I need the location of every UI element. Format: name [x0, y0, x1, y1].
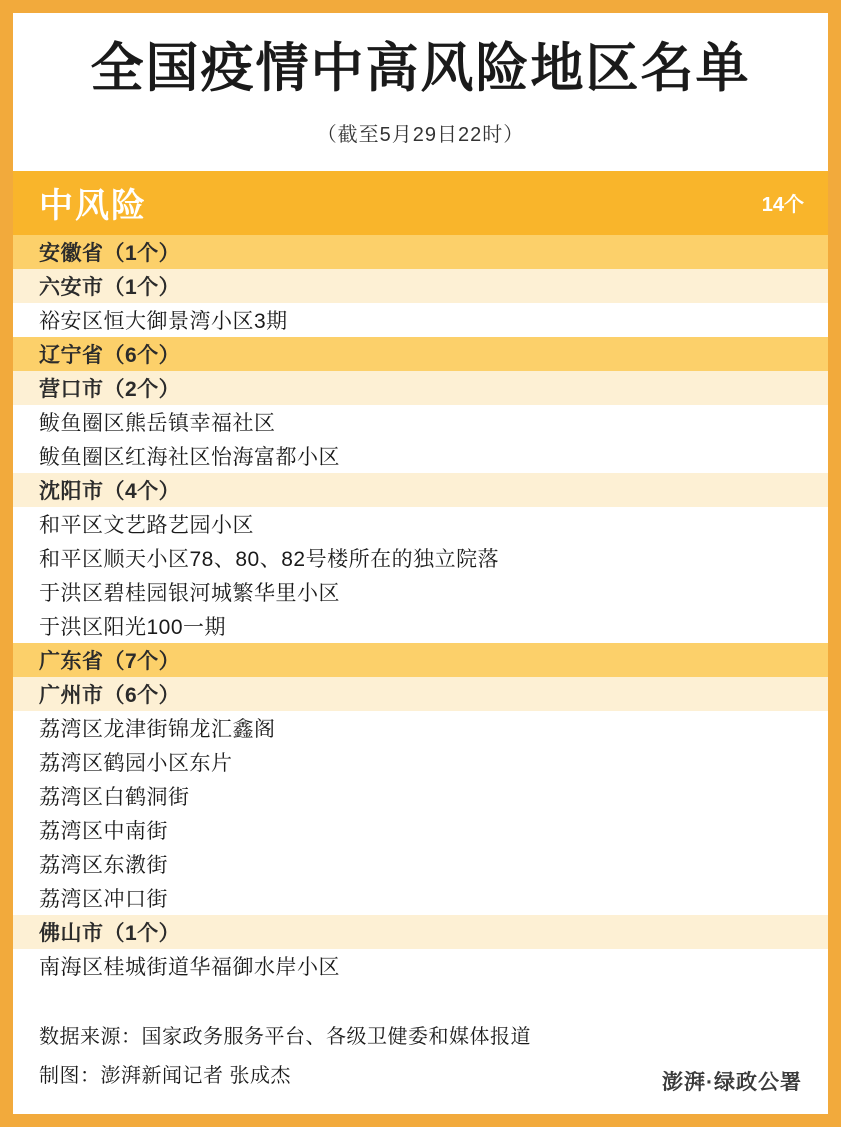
list-item: 广州市（6个）: [13, 677, 828, 711]
risk-level-label: 中风险: [39, 187, 147, 226]
list-item: 荔湾区白鹤洞街: [13, 779, 828, 813]
title-block: [13, 13, 828, 147]
page-title: 全国疫情中高风险地区名单: [90, 39, 751, 98]
list-item: 佛山市（1个）: [13, 915, 828, 949]
list-item: 荔湾区东漖街: [13, 847, 828, 881]
credit-text: 制图：澎湃新闻记者 张成杰: [39, 1065, 292, 1087]
risk-level-header: [13, 171, 828, 235]
page-subtitle: （截至5月29日22时）: [316, 123, 525, 146]
list-item: 鲅鱼圈区红海社区怡海富都小区: [13, 439, 828, 473]
footer: [13, 998, 828, 1114]
risk-area-list: [13, 235, 828, 998]
list-item: 广东省（7个）: [13, 643, 828, 677]
list-item: 于洪区碧桂园银河城繁华里小区: [13, 575, 828, 609]
list-item: 安徽省（1个）: [13, 235, 828, 269]
list-item: 辽宁省（6个）: [13, 337, 828, 371]
brand-logo: 澎湃·绿政公署: [662, 1071, 802, 1094]
list-item: 南海区桂城街道华福御水岸小区: [13, 949, 828, 983]
list-item: 荔湾区龙津街锦龙汇鑫阁: [13, 711, 828, 745]
data-source-text: 数据来源：国家政务服务平台、各级卫健委和媒体报道: [39, 1026, 531, 1048]
list-item: 荔湾区中南街: [13, 813, 828, 847]
list-item: 荔湾区冲口街: [13, 881, 828, 915]
list-item: 鲅鱼圈区熊岳镇幸福社区: [13, 405, 828, 439]
list-item: 六安市（1个）: [13, 269, 828, 303]
list-item: 裕安区恒大御景湾小区3期: [13, 303, 828, 337]
poster-card: [13, 13, 828, 1114]
list-item: 沈阳市（4个）: [13, 473, 828, 507]
list-item: 和平区顺天小区78、80、82号楼所在的独立院落: [13, 541, 828, 575]
list-item: 于洪区阳光100一期: [13, 609, 828, 643]
list-item: 营口市（2个）: [13, 371, 828, 405]
risk-level-count: 14个: [761, 194, 804, 217]
list-item: 和平区文艺路艺园小区: [13, 507, 828, 541]
list-item: 荔湾区鹤园小区东片: [13, 745, 828, 779]
